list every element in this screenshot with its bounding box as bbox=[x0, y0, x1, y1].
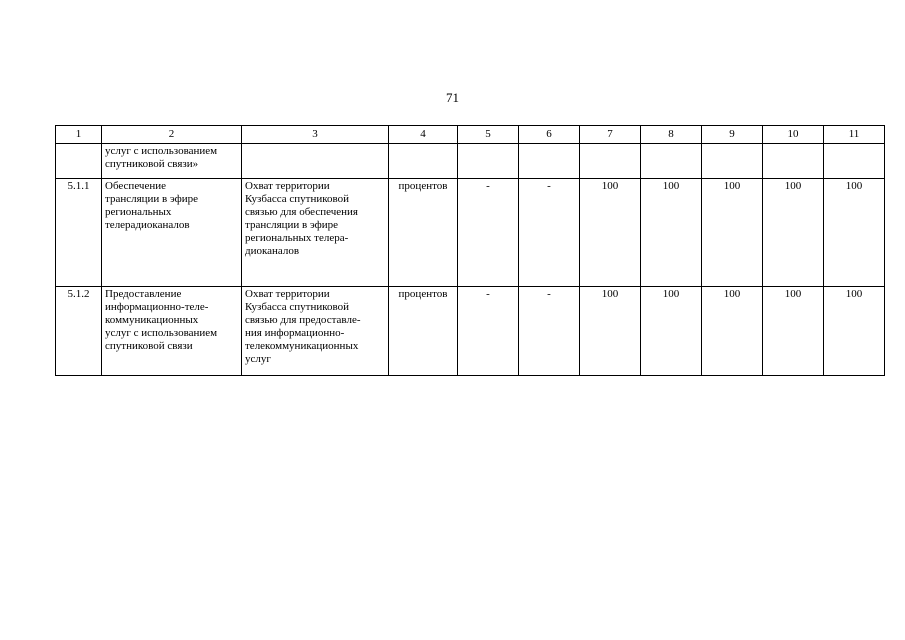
value-cell: 100 bbox=[702, 287, 763, 376]
indicator-name-cell: Охват территории Кузбасса спутниковой связью для предоставле- ния информационно- телекоммуникационных услуг bbox=[242, 287, 389, 376]
column-header: 2 bbox=[102, 126, 242, 144]
value-cell bbox=[824, 144, 885, 179]
column-header: 11 bbox=[824, 126, 885, 144]
value-cell: 100 bbox=[702, 179, 763, 287]
column-header: 5 bbox=[458, 126, 519, 144]
value-cell: 100 bbox=[641, 179, 702, 287]
table-row bbox=[56, 144, 885, 179]
page-number: 71 bbox=[446, 90, 459, 105]
row-number-cell: 5.1.1 bbox=[56, 179, 102, 287]
table-row bbox=[56, 179, 885, 287]
value-cell: 100 bbox=[824, 287, 885, 376]
measure-name-cell: Предоставление информационно-теле- коммуникационных услуг с использованием спутниковой связи bbox=[102, 287, 242, 376]
value-cell bbox=[763, 144, 824, 179]
unit-cell: процентов bbox=[389, 179, 458, 287]
column-header: 8 bbox=[641, 126, 702, 144]
value-cell: - bbox=[519, 179, 580, 287]
column-header: 10 bbox=[763, 126, 824, 144]
value-cell bbox=[702, 144, 763, 179]
column-header: 4 bbox=[389, 126, 458, 144]
row-number-cell: 5.1.2 bbox=[56, 287, 102, 376]
unit-cell: процентов bbox=[389, 287, 458, 376]
column-header: 9 bbox=[702, 126, 763, 144]
value-cell: 100 bbox=[763, 179, 824, 287]
indicator-name-cell bbox=[242, 144, 389, 179]
value-cell: 100 bbox=[580, 179, 641, 287]
indicators-table bbox=[55, 125, 885, 376]
value-cell: 100 bbox=[763, 287, 824, 376]
column-header: 7 bbox=[580, 126, 641, 144]
measure-name-cell: Обеспечение трансляции в эфире региональных телерадиоканалов bbox=[102, 179, 242, 287]
value-cell: 100 bbox=[824, 179, 885, 287]
value-cell bbox=[580, 144, 641, 179]
unit-cell bbox=[389, 144, 458, 179]
column-header: 1 bbox=[56, 126, 102, 144]
value-cell: - bbox=[458, 287, 519, 376]
indicator-name-cell: Охват территории Кузбасса спутниковой связью для обеспечения трансляции в эфире региональных телера- диоканалов bbox=[242, 179, 389, 287]
column-header: 6 bbox=[519, 126, 580, 144]
value-cell bbox=[519, 144, 580, 179]
value-cell: - bbox=[458, 179, 519, 287]
value-cell: 100 bbox=[641, 287, 702, 376]
value-cell bbox=[641, 144, 702, 179]
row-number-cell bbox=[56, 144, 102, 179]
value-cell bbox=[458, 144, 519, 179]
table-header-row bbox=[56, 126, 885, 144]
table-row bbox=[56, 287, 885, 376]
value-cell: 100 bbox=[580, 287, 641, 376]
column-header: 3 bbox=[242, 126, 389, 144]
measure-name-cell: услуг с использованием спутниковой связи» bbox=[102, 144, 242, 179]
value-cell: - bbox=[519, 287, 580, 376]
